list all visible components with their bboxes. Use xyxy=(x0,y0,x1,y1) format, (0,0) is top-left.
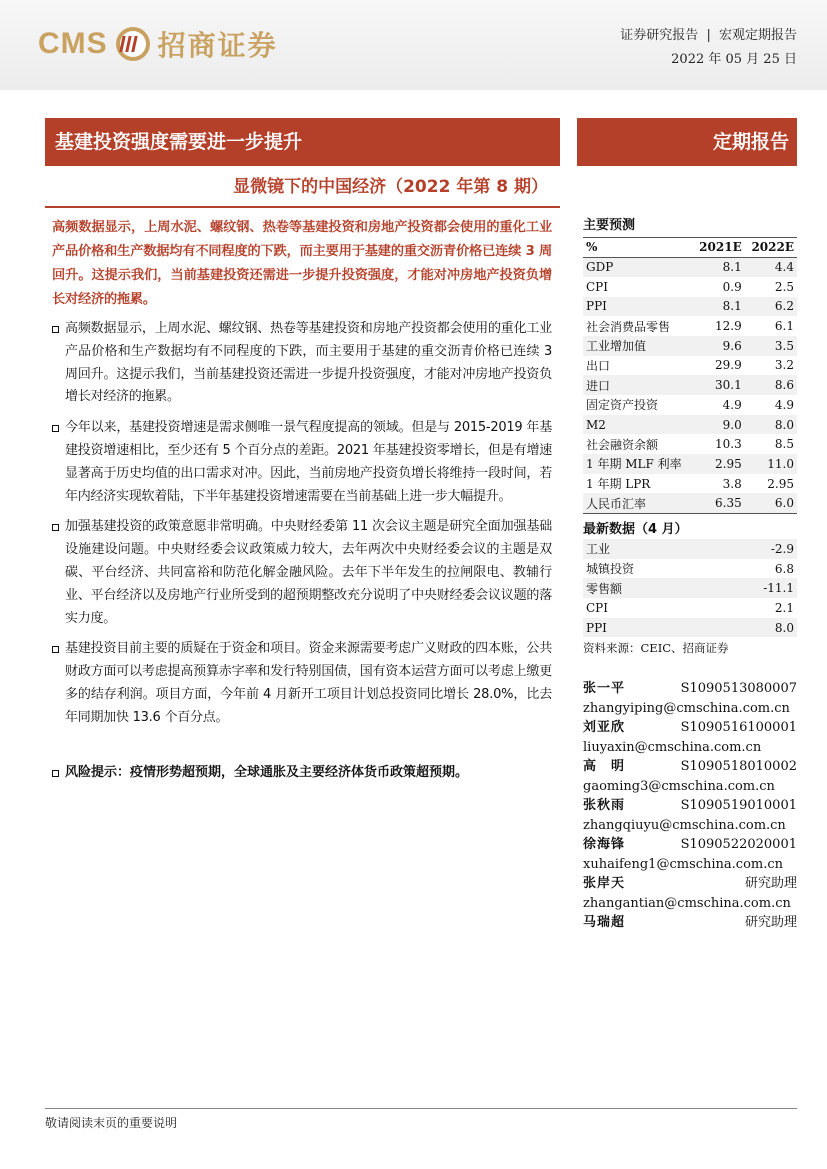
value-2022e: 6.2 xyxy=(745,297,797,317)
bullet-text: 高频数据显示，上周水泥、螺纹钢、热卷等基建投资和房地产投资都会使用的重化工业产品价格和生产数据均有不同程度的下跌，而主要用于基建的重交沥青价格已连续 3 周回升。这提示我们，当前基建投资还需进一步提升投资强度，才能对冲房地产投资负增长对经济的拖累。 xyxy=(65,321,552,405)
table-row xyxy=(583,415,797,435)
bullet-item xyxy=(52,516,552,630)
value-2022e: 6.0 xyxy=(745,493,797,513)
value-2021e: 8.1 xyxy=(692,257,744,277)
value-2022e: 4.4 xyxy=(745,257,797,277)
value-2021e: 0.9 xyxy=(722,279,742,294)
row-value: 6.8 xyxy=(774,561,794,576)
table-row xyxy=(583,474,797,494)
analyst-name: 张秋雨 xyxy=(583,798,626,813)
table-row xyxy=(583,598,797,618)
analyst-entry xyxy=(583,796,797,816)
footer-disclaimer: 敬请阅读末页的重要说明 xyxy=(45,1116,178,1130)
table-row xyxy=(583,277,797,297)
value-2021e: 4.9 xyxy=(722,397,742,412)
header-cell: 2022E xyxy=(745,238,797,258)
value-2021e: 6.35 xyxy=(692,493,744,513)
square-bullet-icon xyxy=(52,524,59,531)
table-header-row xyxy=(583,238,797,258)
bullet-text: 今年以来，基建投资增速是需求侧唯一景气程度提高的领域。但是与 2015-2019 年基建投资增速相比，至少还有 5 个百分点的差距。2021 年基建投资零增长，但是有增速显著高于历史均值的出口需求对冲。因此，当前房地产投资负增长将维持一段时间，若年内经济实现软着陆，下半年基建投资增速需要在当前基础上进一步大幅提升。 xyxy=(65,420,552,504)
analyst-email[interactable]: zhangantian@cmschina.com.cn xyxy=(583,895,791,911)
row-label: 1 年期 MLF 利率 xyxy=(583,454,692,474)
value-2021e: 2.95 xyxy=(692,454,744,474)
analyst-name: 高 明 xyxy=(583,759,626,774)
analyst-name: 张一平 xyxy=(583,681,626,696)
latest-data-title: 最新数据（4 月） xyxy=(583,522,688,537)
table-row xyxy=(583,336,797,356)
latest-data-section xyxy=(583,518,797,656)
analyst-entry xyxy=(583,757,797,777)
table-row xyxy=(583,356,797,376)
row-label: PPI xyxy=(583,297,692,317)
report-type-label: 定期报告 xyxy=(577,118,797,166)
bullet-item xyxy=(52,638,552,729)
square-bullet-icon xyxy=(52,770,59,777)
analyst-cert-id: S1090519010001 xyxy=(680,798,797,813)
meta-separator: | xyxy=(706,28,711,43)
forecast-table xyxy=(583,237,797,514)
report-subtitle: 显微镜下的中国经济（2022 年第 8 期） xyxy=(233,177,548,197)
value-2022e: 6.1 xyxy=(774,319,794,334)
table-row xyxy=(583,539,797,559)
analyst-email[interactable]: xuhaifeng1@cmschina.com.cn xyxy=(583,856,784,872)
table-row xyxy=(583,257,797,277)
bullet-text: 基建投资目前主要的质疑在于资金和项目。资金来源需要考虑广义财政的四本账，公共财政方面可以考虑提高预算赤字率和发行特别国债，国有资本运营方面可以考虑上缴更多的结存利润。项目方面，今年前 4 月新开工项目计划总投资同比增长 28.0%，比去年同期加快 13.6 个百分点。 xyxy=(65,641,552,725)
analyst-email[interactable]: zhangyiping@cmschina.com.cn xyxy=(583,700,790,716)
logo-emblem-icon xyxy=(114,25,152,63)
risk-text: 风险提示：疫情形势超预期，全球通胀及主要经济体货币政策超预期。 xyxy=(65,765,469,780)
page-header xyxy=(0,0,827,90)
value-2021e: 10.3 xyxy=(715,437,742,452)
analyst-name: 刘亚欣 xyxy=(583,720,626,735)
latest-data-table xyxy=(583,539,797,637)
cms-logo xyxy=(38,22,278,66)
analyst-name: 马瑞超 xyxy=(583,915,626,930)
table-row xyxy=(583,454,797,474)
value-2022e: 2.5 xyxy=(774,279,794,294)
table-row xyxy=(583,578,797,598)
value-2022e: 11.0 xyxy=(745,454,797,474)
analyst-role: 研究助理 xyxy=(744,915,797,930)
value-2021e: 30.1 xyxy=(692,375,744,395)
row-label: CPI xyxy=(586,279,608,294)
analyst-email[interactable]: gaoming3@cmschina.com.cn xyxy=(583,778,775,794)
row-label: PPI xyxy=(583,618,710,638)
value-2021e: 29.9 xyxy=(715,358,742,373)
row-label: 进口 xyxy=(583,375,692,395)
row-label: 固定资产投资 xyxy=(586,398,659,413)
forecast-section xyxy=(583,214,797,514)
header-cell: 2021E xyxy=(692,238,744,258)
analyst-entry xyxy=(583,679,797,699)
value-2022e: 3.2 xyxy=(774,358,794,373)
row-label: CPI xyxy=(586,600,608,615)
report-meta xyxy=(620,24,797,72)
analyst-cert-id: S1090513080007 xyxy=(680,681,797,696)
report-title: 基建投资强度需要进一步提升 xyxy=(45,118,560,166)
row-label: 工业 xyxy=(583,539,710,559)
analyst-cert-id: S1090518010002 xyxy=(680,759,797,774)
table-row xyxy=(583,297,797,317)
value-2021e: 12.9 xyxy=(715,319,742,334)
row-value: 8.0 xyxy=(710,618,797,638)
square-bullet-icon xyxy=(52,646,59,653)
analyst-entry xyxy=(583,874,797,894)
analyst-name: 张岸天 xyxy=(583,876,626,891)
table-row xyxy=(583,559,797,579)
row-label: 城镇投资 xyxy=(586,562,635,577)
row-label: 人民币汇率 xyxy=(583,493,692,513)
table-row xyxy=(583,395,797,415)
square-bullet-icon xyxy=(52,425,59,432)
table-row xyxy=(583,375,797,395)
analyst-name: 徐海锋 xyxy=(583,837,626,852)
row-value: -11.1 xyxy=(710,578,797,598)
header-cell: % xyxy=(583,238,692,258)
table-row xyxy=(583,316,797,336)
value-2022e: 4.9 xyxy=(774,397,794,412)
square-bullet-icon xyxy=(52,326,59,333)
value-2022e: 8.0 xyxy=(745,415,797,435)
risk-warning xyxy=(52,762,552,784)
row-label: GDP xyxy=(583,257,692,277)
table-row xyxy=(583,618,797,638)
table-row xyxy=(583,434,797,454)
value-2021e: 8.1 xyxy=(692,297,744,317)
report-date: 2022 年 05 月 25 日 xyxy=(671,52,797,67)
logo-cn-text: 招商证券 xyxy=(157,29,278,62)
row-label: 社会融资余额 xyxy=(586,437,659,452)
analyst-role: 研究助理 xyxy=(744,876,797,891)
value-2022e: 8.6 xyxy=(745,375,797,395)
analyst-entry xyxy=(583,913,797,933)
report-series: 宏观定期报告 xyxy=(718,28,797,43)
row-value: -2.9 xyxy=(710,539,797,559)
value-2021e: 3.8 xyxy=(722,476,742,491)
row-label: 工业增加值 xyxy=(583,336,692,356)
row-value: 2.1 xyxy=(774,600,794,615)
row-label: 出口 xyxy=(586,358,611,373)
logo-latin-text: CMS xyxy=(38,27,108,60)
value-2022e: 3.5 xyxy=(745,336,797,356)
analyst-entry xyxy=(583,718,797,738)
analyst-email[interactable]: zhangqiuyu@cmschina.com.cn xyxy=(583,817,786,833)
analyst-cert-id: S1090516100001 xyxy=(680,720,797,735)
forecast-title: 主要预测 xyxy=(583,218,636,233)
row-label: 零售额 xyxy=(583,578,710,598)
value-2022e: 8.5 xyxy=(774,437,794,452)
table-row xyxy=(583,493,797,513)
bullet-item xyxy=(52,417,552,508)
footer-divider xyxy=(45,1108,797,1109)
summary-paragraph: 高频数据显示，上周水泥、螺纹钢、热卷等基建投资和房地产投资都会使用的重化工业产品价格和生产数据均有不同程度的下跌，而主要用于基建的重交沥青价格已连续 3 周回升。这提示我们，当前基建投资还需进一步提升投资强度，才能对冲房地产投资负增长对经济的拖累。 xyxy=(52,220,552,307)
value-2022e: 2.95 xyxy=(767,476,794,491)
bullet-item xyxy=(52,318,552,409)
data-source-note: 资料来源：CEIC、招商证券 xyxy=(583,641,729,656)
row-label: M2 xyxy=(583,415,692,435)
value-2021e: 9.6 xyxy=(692,336,744,356)
analyst-cert-id: S1090522020001 xyxy=(680,837,797,852)
bullet-text: 加强基建投资的政策意愿非常明确。中央财经委第 11 次会议主题是研究全面加强基础设施建设问题。中央财经委会议政策威力较大，去年两次中央财经委会议的主题是双碳、平台经济、共同富裕和防范化解金融风险。去年下半年发生的拉闸限电、教辅行业、平台经济以及房地产行业所受到的超预期整改充分说明了中央财经委会议议题的落实力度。 xyxy=(65,519,552,626)
analyst-list xyxy=(583,679,797,933)
row-label: 社会消费品零售 xyxy=(586,319,671,334)
analyst-entry xyxy=(583,835,797,855)
title-divider xyxy=(45,206,560,208)
bullet-list xyxy=(52,318,552,738)
value-2021e: 9.0 xyxy=(692,415,744,435)
analyst-email[interactable]: liuyaxin@cmschina.com.cn xyxy=(583,739,762,755)
report-category: 证券研究报告 xyxy=(620,28,699,43)
row-label: 1 年期 LPR xyxy=(586,477,651,492)
